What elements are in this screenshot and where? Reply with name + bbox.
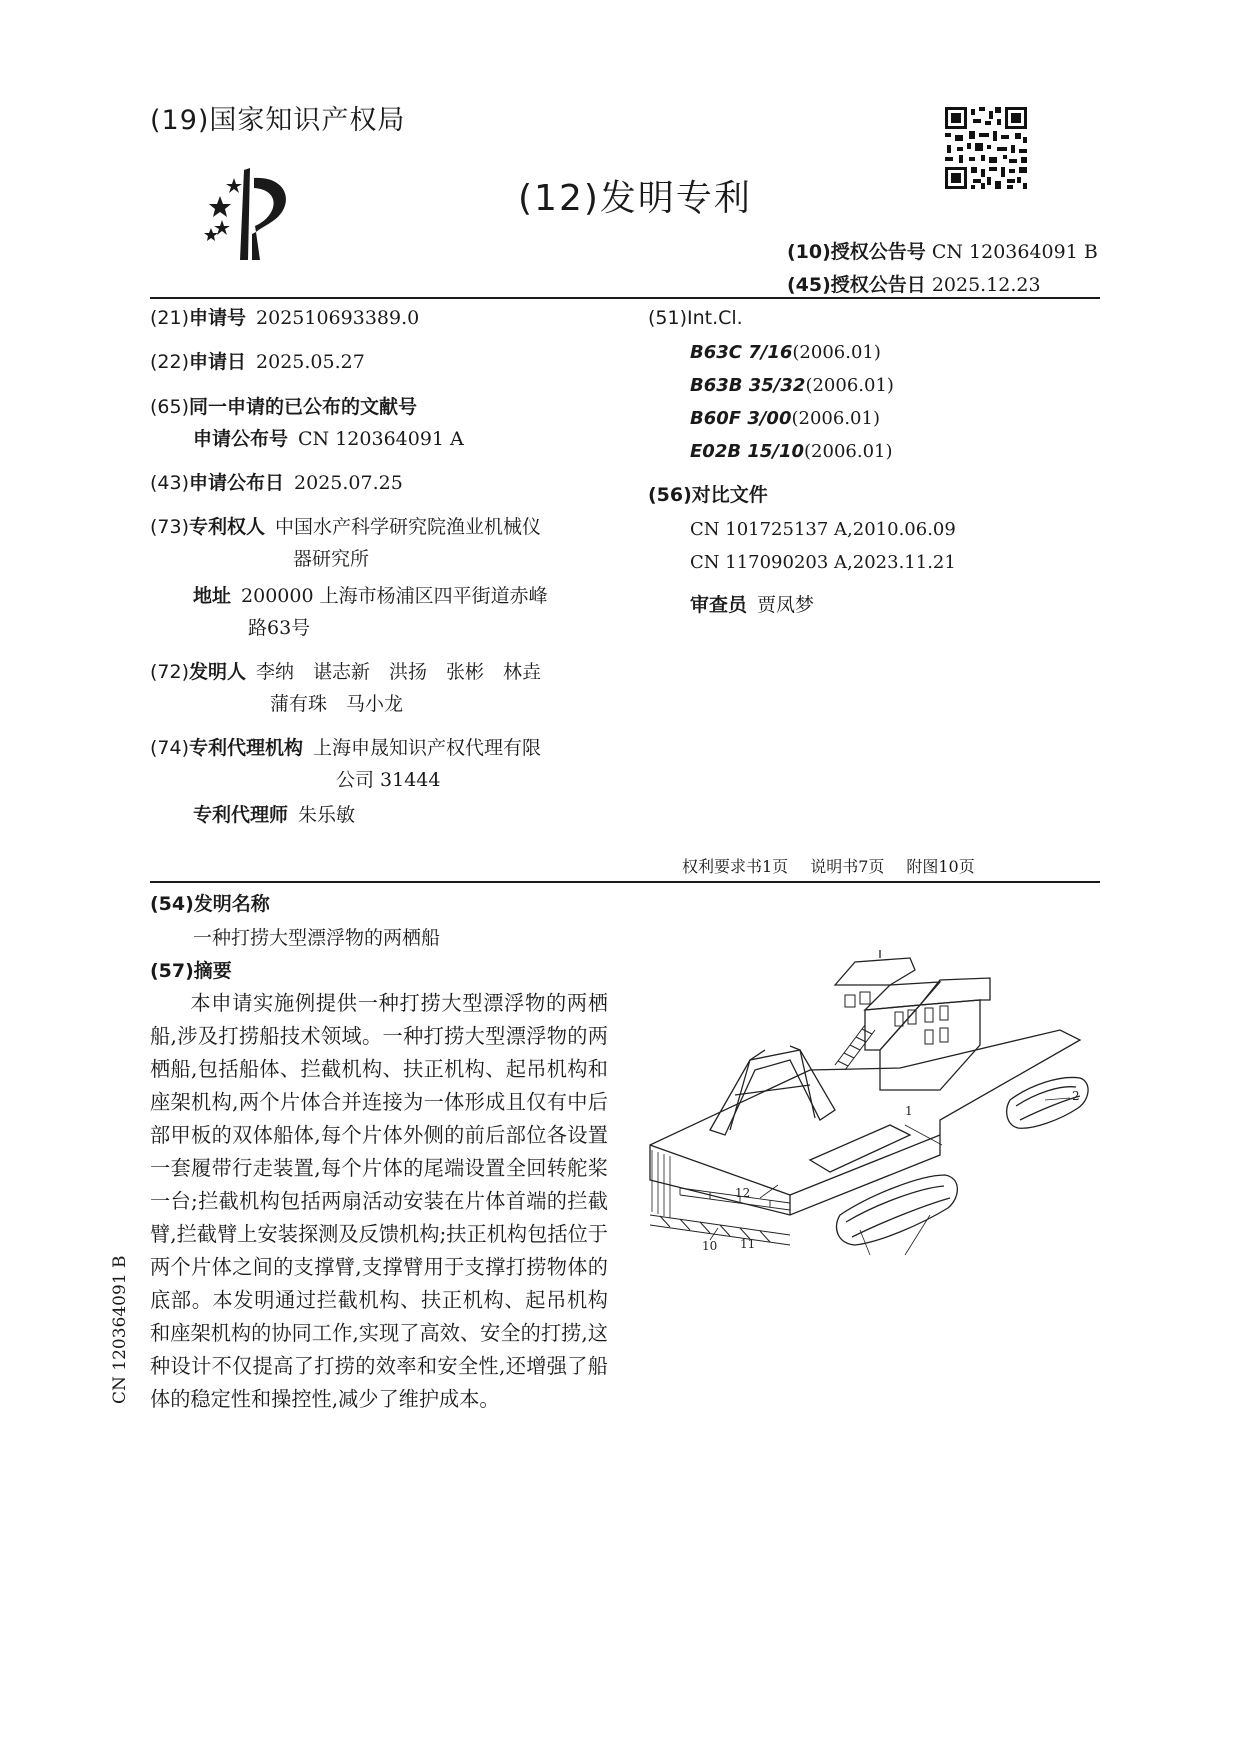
top-rule [150, 297, 1100, 299]
field-number: (72) [150, 661, 190, 683]
cited-documents-label [648, 479, 768, 511]
office-name: (19)国家知识产权局 [150, 105, 406, 136]
address: 200000 上海市杨浦区四平街道赤峰 [241, 585, 548, 607]
figure-label-10: 10 [702, 1239, 718, 1253]
agent-row [193, 799, 355, 831]
field-label: (56)对比文件 [648, 484, 768, 506]
ipc-entry [690, 441, 893, 462]
field-number: (73) [150, 516, 190, 538]
page-counts [682, 854, 975, 877]
field-number: (21) [150, 307, 190, 329]
ipc-entry [690, 342, 881, 363]
agency-name: 上海申晟知识产权代理有限 [313, 737, 542, 759]
publication-date-row [150, 467, 403, 499]
patentee-row [150, 511, 541, 543]
field-label: 申请号 [189, 307, 247, 329]
ipc-code: E02B 15/10 [690, 441, 805, 462]
ipc-entry [690, 408, 880, 429]
field-label: 发明人 [189, 661, 247, 683]
application-date-row [150, 346, 365, 378]
ipc-code: B63C 7/16 [690, 342, 793, 363]
application-date: 2025.05.27 [256, 351, 365, 373]
address-line2: 路63号 [248, 617, 311, 639]
claims-pages: 权利要求书1页 [682, 857, 789, 876]
field-label: (57)摘要 [150, 960, 232, 982]
field-number: (65) [150, 396, 190, 418]
field-label: 专利权人 [189, 516, 266, 538]
side-document-number: CN 120364091 B [110, 1255, 130, 1404]
field-label: 审查员 [690, 594, 748, 616]
patentee-name: 中国水产科学研究院渔业机械仪 [275, 516, 542, 538]
figure-label-12: 12 [735, 1186, 751, 1200]
publication-date: 2025.07.25 [294, 472, 403, 494]
description-pages: 说明书7页 [810, 857, 885, 876]
field-label: 地址 [193, 585, 232, 607]
publication-number: CN 120364091 A [298, 428, 464, 450]
address-row [193, 580, 548, 612]
grant-date-label: (45)授权公告日 [787, 274, 926, 296]
field-label: 专利代理师 [193, 804, 289, 826]
cited-document: CN 101725137 A,2010.06.09 [690, 519, 956, 540]
field-label: 专利代理机构 [189, 737, 304, 759]
application-number: 202510693389.0 [256, 307, 420, 329]
middle-rule [150, 881, 1100, 883]
document-type: (12)发明专利 [518, 178, 752, 219]
grant-number-line [787, 237, 1098, 264]
examiner-row [690, 589, 814, 621]
abstract-text: 本申请实施例提供一种打捞大型漂浮物的两栖船,涉及打捞船技术领域。一种打捞大型漂浮物的两栖船,包括船体、拦截机构、扶正机构、起吊机构和座架机构,两个片体合并连接为一体形成且仅有中后部甲板的双体船体,每个片体外侧的前后部位各设置一套履带行走装置,每个片体的尾端设置全回转舵桨一台;拦截机构包括两扇活动安装在片体首端的拦截臂,拦截臂上安装探测及反馈机构;扶正机构包括位于两个片体之间的支撑臂,支撑臂用于支撑打捞物体的底部。本发明通过拦截机构、扶正机构、起吊机构和座架机构的协同工作,实现了高效、安全的打捞,这种设计不仅提高了打捞的效率和安全性,还增强了船体的稳定性和操控性,减少了维护成本。 [150, 991, 608, 1411]
field-label: 申请日 [189, 351, 247, 373]
ipc-version: (2006.01) [791, 408, 880, 429]
figure-label-1: 1 [905, 1104, 913, 1118]
field-number: (74) [150, 737, 190, 759]
application-number-row [150, 302, 419, 334]
grant-date: 2025.12.23 [931, 274, 1041, 296]
same-application-row [150, 391, 417, 423]
ipc-version: (2006.01) [804, 441, 893, 462]
grant-date-line [787, 270, 1041, 297]
grant-number: CN 120364091 B [931, 241, 1098, 263]
abstract-label [150, 955, 232, 987]
inventors-line2: 蒲有珠 马小龙 [270, 693, 404, 715]
cited-document: CN 117090203 A,2023.11.21 [690, 552, 956, 573]
ipc-version: (2006.01) [792, 342, 881, 363]
field-label: (54)发明名称 [150, 893, 270, 915]
ipc-entry [690, 375, 894, 396]
figure-label-2: 2 [1072, 1089, 1080, 1103]
title-section-label [150, 888, 270, 920]
publication-number-row [193, 423, 464, 455]
agency-row [150, 732, 541, 764]
patentee-name-line2: 器研究所 [293, 548, 370, 570]
cnipa-emblem-logo [200, 168, 320, 263]
field-number: (22) [150, 351, 190, 373]
field-label: 同一申请的已公布的文献号 [189, 396, 418, 418]
grant-number-label: (10)授权公告号 [787, 241, 926, 263]
ipc-code: B63B 35/32 [690, 375, 806, 396]
qr-code [945, 107, 1027, 189]
figure-label-11: 11 [740, 1237, 756, 1251]
intcl-label: (51)Int.Cl. [648, 307, 743, 329]
invention-title: 一种打捞大型漂浮物的两栖船 [193, 927, 441, 949]
ipc-code: B60F 3/00 [690, 408, 792, 429]
examiner-name: 贾凤梦 [757, 594, 815, 616]
field-number: (43) [150, 472, 190, 494]
agent-name: 朱乐敏 [298, 804, 356, 826]
inventors: 李纳 谌志新 洪扬 张彬 林垚 [256, 661, 542, 683]
inventors-row [150, 656, 541, 688]
field-label: 申请公布日 [189, 472, 285, 494]
field-label: 申请公布号 [193, 428, 289, 450]
ipc-version: (2006.01) [805, 375, 894, 396]
drawings-pages: 附图10页 [906, 857, 975, 876]
agency-line2: 公司 31444 [336, 769, 441, 791]
amphibious-vessel-drawing [640, 950, 1100, 1300]
